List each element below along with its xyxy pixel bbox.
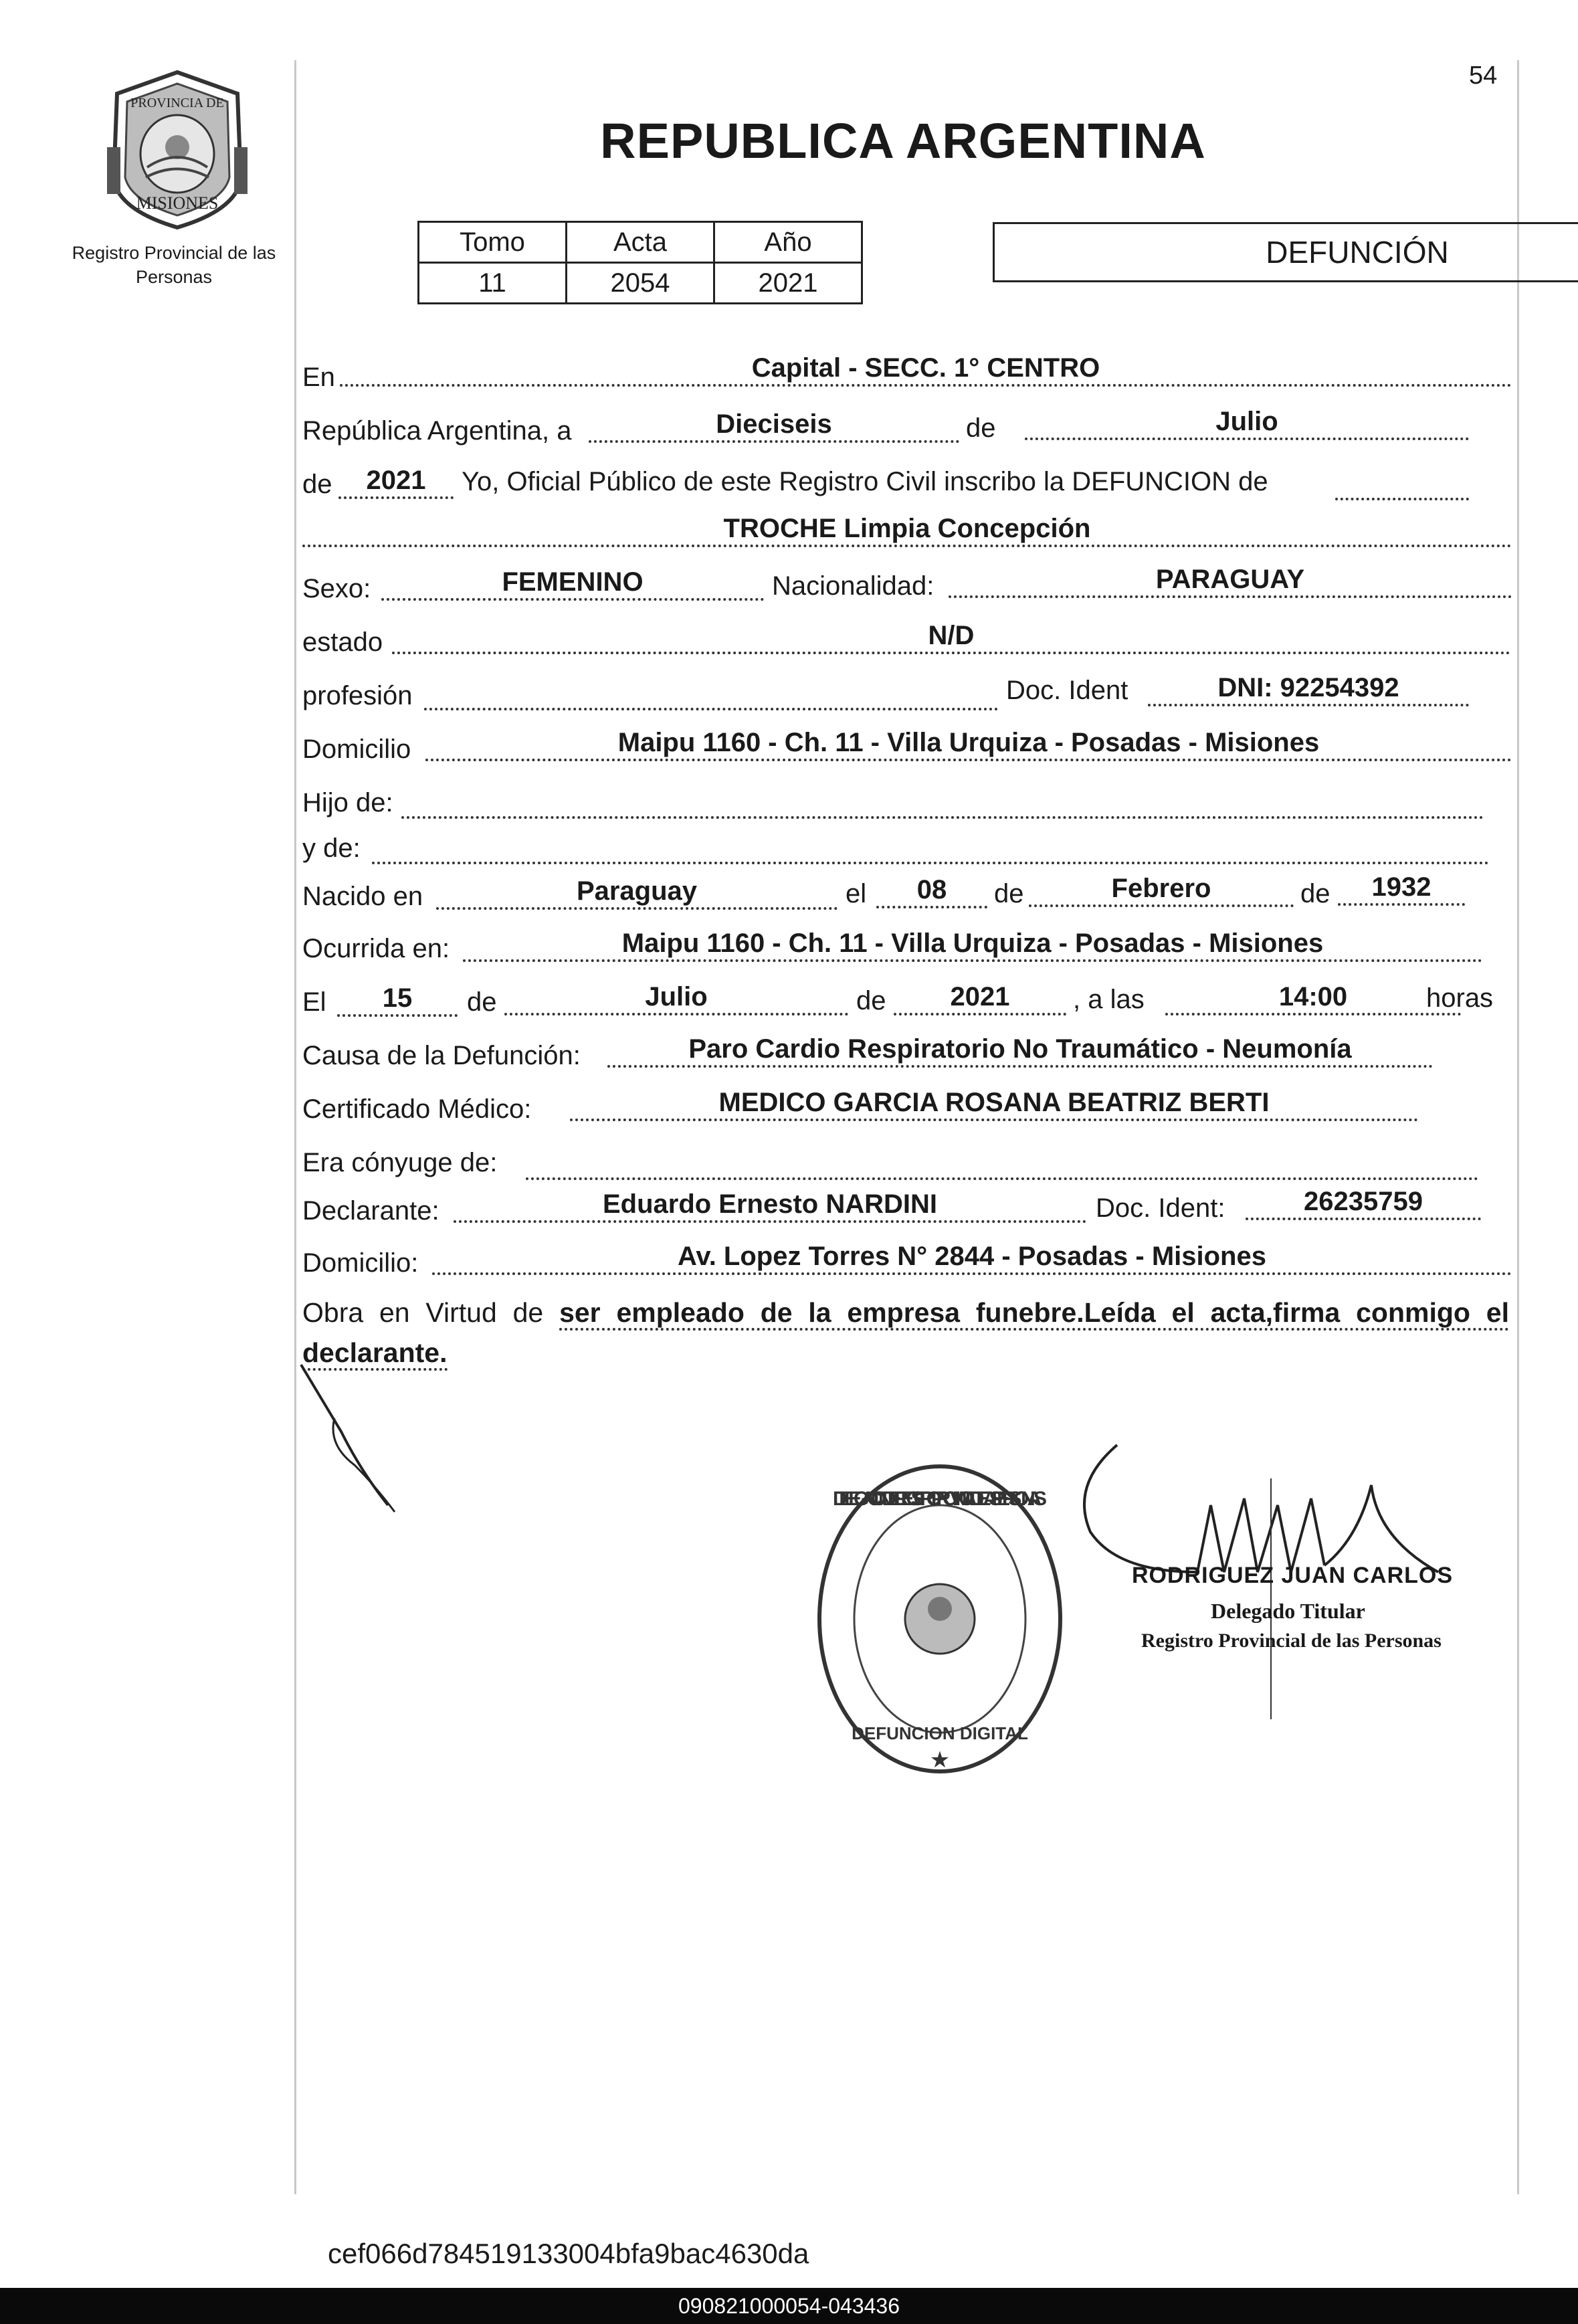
record-type-box: DEFUNCIÓN xyxy=(993,222,1578,282)
hijo-label: Hijo de: xyxy=(302,788,393,817)
year-prefix-label: de xyxy=(302,470,332,499)
yde-label: y de: xyxy=(302,834,361,863)
domicilio2-value: Av. Lopez Torres N° 2844 - Posadas - Misiones xyxy=(432,1240,1512,1275)
sexo-label: Sexo: xyxy=(302,574,371,603)
birth-month: Febrero xyxy=(1029,872,1294,907)
conyuge-value xyxy=(526,1145,1478,1180)
left-margin-line xyxy=(294,60,296,2194)
svg-text:★: ★ xyxy=(929,1747,951,1773)
doc-ident-value: DNI: 92254392 xyxy=(1148,672,1469,706)
declarant-signature xyxy=(294,1358,428,1519)
header-anio: Año xyxy=(714,222,862,263)
official-name: RODRIGUEZ JUAN CARLOS xyxy=(1132,1563,1454,1588)
death-month: Julio xyxy=(504,981,848,1015)
obra-paragraph xyxy=(302,1292,1509,1373)
seal-text-bottom: MISIONES xyxy=(136,193,219,213)
official-organization: Registro Provincial de las Personas xyxy=(1141,1630,1442,1652)
causa-value: Paro Cardio Respiratorio No Traumático - Neumonía xyxy=(607,1033,1433,1068)
estado-value: N/D xyxy=(392,619,1510,654)
deceased-name: TROCHE Limpia Concepción xyxy=(302,512,1512,547)
doc-ident2-value: 26235759 xyxy=(1246,1185,1481,1220)
inscribe-text: Yo, Oficial Público de este Registro Civil inscribo la DEFUNCION de xyxy=(462,467,1268,496)
death-time: 14:00 xyxy=(1165,981,1461,1015)
document-hash: cef066d784519133004bfa9bac4630da xyxy=(328,2238,809,2269)
value-acta: 2054 xyxy=(567,263,714,304)
stamp-inner-text: DEFUNCION DIGITAL xyxy=(852,1723,1028,1743)
inscribe-trailing-blank xyxy=(1335,466,1469,500)
causa-label: Causa de la Defunción: xyxy=(302,1041,581,1070)
nacionalidad-label: Nacionalidad: xyxy=(772,571,934,601)
header-acta: Acta xyxy=(567,222,714,263)
en-value: Capital - SECC. 1° CENTRO xyxy=(340,352,1512,387)
header-tomo: Tomo xyxy=(419,222,567,263)
de-label-3: de xyxy=(1300,879,1330,908)
sexo-value: FEMENINO xyxy=(381,566,764,601)
de-label-4: de xyxy=(467,987,497,1017)
conyuge-label: Era cónyuge de: xyxy=(302,1148,498,1177)
certificado-value: MEDICO GARCIA ROSANA BEATRIZ BERTI xyxy=(570,1086,1418,1121)
nacido-label: Nacido en xyxy=(302,882,423,911)
value-anio: 2021 xyxy=(714,263,862,304)
value-tomo: 11 xyxy=(419,263,567,304)
domicilio-value: Maipu 1160 - Ch. 11 - Villa Urquiza - Posadas - Misiones xyxy=(425,727,1512,761)
seal-text-top: PROVINCIA DE xyxy=(130,96,224,110)
el-label: el xyxy=(846,879,867,908)
ocurrida-label: Ocurrida en: xyxy=(302,934,450,963)
declarante-value: Eduardo Ernesto NARDINI xyxy=(454,1188,1086,1223)
stamp-text: DELEGACION DEL REGISTRO PROVINCIAL DE LAS PERSONAS xyxy=(832,1488,1048,1510)
day-value: Dieciseis xyxy=(589,408,959,443)
republica-label: República Argentina, a xyxy=(302,416,572,446)
horas-label: horas xyxy=(1426,983,1494,1013)
ocurrida-value: Maipu 1160 - Ch. 11 - Villa Urquiza - Posadas - Misiones xyxy=(463,927,1482,962)
year-value: 2021 xyxy=(338,464,454,499)
obra-value: ser empleado de la empresa funebre.Leída el acta,firma conmigo el declarante. xyxy=(302,1297,1509,1371)
barcode-strip: 090821000054-043436 xyxy=(0,2288,1578,2324)
profesion-value xyxy=(424,676,998,710)
nacionalidad-value: PARAGUAY xyxy=(949,563,1512,598)
doc-ident2-label: Doc. Ident: xyxy=(1096,1193,1225,1223)
de-label-5: de xyxy=(856,986,886,1015)
right-margin-line xyxy=(1517,60,1519,2194)
death-day: 15 xyxy=(337,982,458,1017)
registry-label: Registro Provincial de las Personas xyxy=(72,243,276,287)
yde-value xyxy=(372,830,1489,864)
en-label: En xyxy=(302,363,335,392)
birth-year: 1932 xyxy=(1338,871,1465,906)
de-label-1: de xyxy=(966,413,996,443)
official-stamp xyxy=(809,1458,1070,1779)
official-role: Delegado Titular xyxy=(1211,1599,1365,1623)
month-value: Julio xyxy=(1025,405,1469,440)
declarante-label: Declarante: xyxy=(302,1196,439,1226)
de-label-2: de xyxy=(994,879,1024,908)
hijo-value xyxy=(401,784,1484,819)
certificado-label: Certificado Médico: xyxy=(302,1094,532,1124)
obra-label: Obra en Virtud de xyxy=(302,1297,544,1328)
domicilio-label: Domicilio xyxy=(302,735,411,764)
nacido-value: Paraguay xyxy=(436,875,837,910)
estado-label: estado xyxy=(302,627,383,657)
page-title: REPUBLICA ARGENTINA xyxy=(600,113,1206,169)
alas-label: , a las xyxy=(1073,985,1145,1014)
death-year: 2021 xyxy=(894,981,1066,1015)
el2-label: El xyxy=(302,987,326,1017)
act-table xyxy=(417,221,863,304)
domicilio2-label: Domicilio: xyxy=(302,1248,419,1278)
doc-ident-label: Doc. Ident xyxy=(1006,676,1128,705)
profesion-label: profesión xyxy=(302,681,413,710)
birth-day: 08 xyxy=(876,874,987,908)
page-number: 54 xyxy=(1469,62,1498,90)
